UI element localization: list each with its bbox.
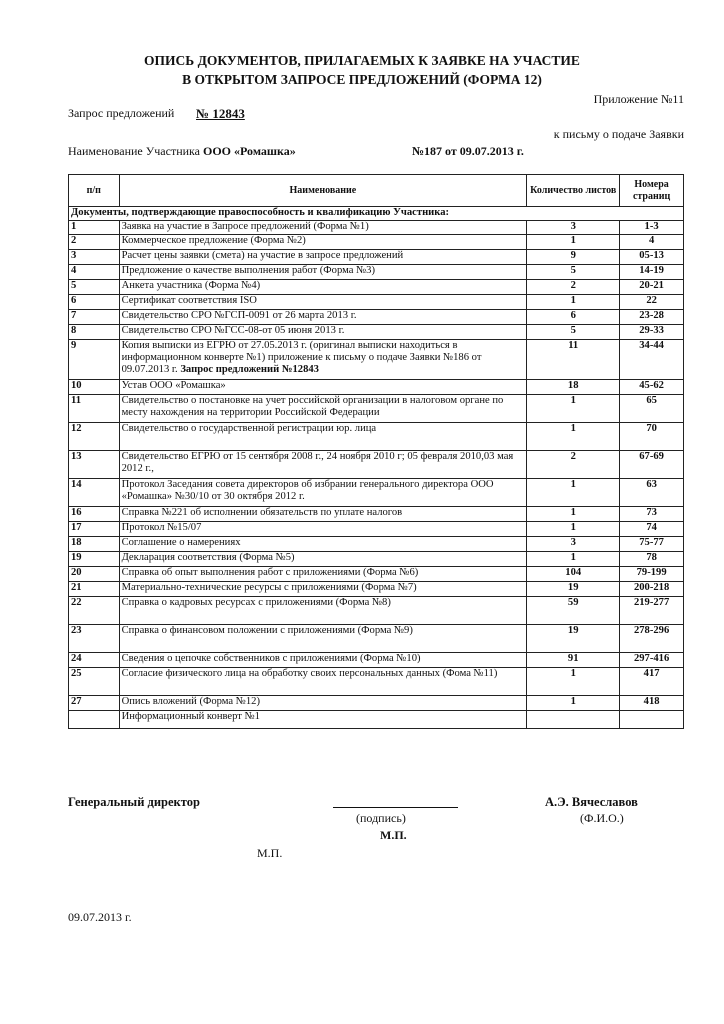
documents-table: [68, 174, 684, 729]
row-page-numbers: 219-277: [620, 597, 684, 625]
row-page-numbers: 200-218: [620, 582, 684, 597]
table-row: [69, 380, 684, 395]
row-sheet-count: 3: [527, 537, 620, 552]
row-page-numbers: 4: [620, 235, 684, 250]
row-document-name: [119, 280, 527, 295]
participant-label: Наименование Участника: [68, 144, 201, 158]
table-row: [69, 507, 684, 522]
row-document-name-text: Протокол №15/07: [121, 522, 202, 533]
row-document-name-text: Справка о финансовом положении с приложениями (Форма №9): [121, 625, 413, 636]
row-document-name-text: Материально-технические ресурсы с приложениями (Форма №7): [121, 582, 417, 593]
row-document-name-text: Сведения о цепочке собственников с приложениями (Форма №10): [121, 653, 421, 664]
row-sheet-count: 1: [527, 479, 620, 507]
row-page-numbers: 63: [620, 479, 684, 507]
row-document-name: [119, 325, 527, 340]
row-number: 17: [69, 522, 120, 537]
row-page-numbers: 1-3: [620, 221, 684, 235]
participant-line: [68, 144, 296, 159]
row-document-name: [119, 221, 527, 235]
row-page-numbers: 65: [620, 395, 684, 423]
column-header-pages: Номера страниц: [620, 175, 684, 207]
table-row: [69, 265, 684, 280]
row-document-name-text: Свидетельство СРО №ГСС-08-от 05 июня 2013 г.: [121, 325, 345, 336]
row-document-name-bold: Запрос предложений №12843: [177, 363, 319, 375]
row-number: 22: [69, 597, 120, 625]
row-document-name: [119, 479, 527, 507]
row-sheet-count: 9: [527, 250, 620, 265]
row-number: 10: [69, 380, 120, 395]
row-sheet-count: 1: [527, 522, 620, 537]
row-document-name-text: Свидетельство о государственной регистрации юр. лица: [121, 423, 377, 434]
document-title-line1: ОПИСЬ ДОКУМЕНТОВ, ПРИЛАГАЕМЫХ К ЗАЯВКЕ НА УЧАСТИЕ: [144, 53, 580, 68]
row-document-name: [119, 625, 527, 653]
row-sheet-count: 59: [527, 597, 620, 625]
stamp-place-2: М.П.: [257, 846, 283, 860]
stamp-place-1: М.П.: [380, 828, 407, 842]
row-document-name-text: Справка об опыт выполнения работ с приложениями (Форма №6): [121, 567, 419, 578]
row-page-numbers: 75-77: [620, 537, 684, 552]
row-document-name: [119, 567, 527, 582]
table-row: [69, 668, 684, 696]
row-document-name-text: Сертификат соответствия ISO: [121, 295, 257, 306]
row-document-name-text: Свидетельство ЕГРЮ от 15 сентября 2008 г., 24 ноября 2010 г; 05 февраля 2010,03 мая 2012 г.,: [121, 451, 514, 474]
table-row: [69, 340, 684, 380]
table-row: [69, 552, 684, 567]
table-row: [69, 479, 684, 507]
row-page-numbers: 20-21: [620, 280, 684, 295]
row-page-numbers: 29-33: [620, 325, 684, 340]
row-page-numbers: 45-62: [620, 380, 684, 395]
table-row: [69, 221, 684, 235]
signature-caption: (подпись): [356, 811, 406, 825]
signature-line: [333, 807, 458, 808]
row-page-numbers: 278-296: [620, 625, 684, 653]
row-page-numbers: 05-13: [620, 250, 684, 265]
row-document-name-text: Заявка на участие в Запросе предложений (Форма №1): [121, 221, 369, 232]
row-sheet-count: 11: [527, 340, 620, 380]
table-row: [69, 522, 684, 537]
row-document-name-text: Справка о кадровых ресурсах с приложениями (Форма №8): [121, 597, 391, 608]
table-row: [69, 597, 684, 625]
row-page-numbers: [620, 711, 684, 729]
table-row: [69, 451, 684, 479]
row-number: 1: [69, 221, 120, 235]
row-document-name: [119, 265, 527, 280]
row-document-name: [119, 310, 527, 325]
row-page-numbers: 297-416: [620, 653, 684, 668]
table-row: [69, 395, 684, 423]
row-number: 8: [69, 325, 120, 340]
row-document-name-text: Расчет цены заявки (смета) на участие в запросе предложений: [121, 250, 404, 261]
row-document-name: [119, 340, 527, 380]
row-sheet-count: 6: [527, 310, 620, 325]
row-sheet-count: 18: [527, 380, 620, 395]
row-document-name-text: Устав ООО «Ромашка»: [121, 380, 226, 391]
letter-reference: к письму о подаче Заявки: [553, 127, 684, 141]
row-sheet-count: 1: [527, 423, 620, 451]
row-document-name-text: Анкета участника (Форма №4): [121, 280, 261, 291]
row-number: 16: [69, 507, 120, 522]
row-document-name-text: Копия выписки из ЕГРЮ от 27.05.2013 г. (оригинал выписки находиться в информационном конверте №1) приложение к письму о подаче Заявки №186 от 09.07.2013 г.: [121, 340, 482, 375]
participant-name: ООО «Ромашка»: [203, 144, 296, 158]
table-row: [69, 295, 684, 310]
row-document-name: [119, 250, 527, 265]
row-sheet-count: 1: [527, 235, 620, 250]
row-document-name-text: Информационный конверт №1: [121, 711, 260, 722]
table-row: [69, 567, 684, 582]
row-document-name: [119, 653, 527, 668]
row-document-name: [119, 423, 527, 451]
row-document-name: [119, 522, 527, 537]
row-sheet-count: 3: [527, 221, 620, 235]
table-row: [69, 325, 684, 340]
fio-caption: (Ф.И.О.): [580, 811, 624, 825]
row-sheet-count: 1: [527, 552, 620, 567]
row-page-numbers: 78: [620, 552, 684, 567]
table-row: [69, 537, 684, 552]
table-row: [69, 235, 684, 250]
row-document-name-text: Соглашение о намерениях: [121, 537, 241, 548]
row-sheet-count: 1: [527, 295, 620, 310]
column-header-count: Количество листов: [527, 175, 620, 207]
row-document-name-text: Свидетельство СРО №ГСП-0091 от 26 марта 2013 г.: [121, 310, 357, 321]
signer-name: А.Э. Вячеславов: [545, 795, 638, 809]
row-sheet-count: [527, 711, 620, 729]
column-header-num: п/п: [69, 175, 120, 207]
row-number: 13: [69, 451, 120, 479]
row-number: 14: [69, 479, 120, 507]
row-number: 21: [69, 582, 120, 597]
row-document-name: [119, 395, 527, 423]
row-document-name: [119, 380, 527, 395]
table-row: [69, 625, 684, 653]
row-document-name: [119, 668, 527, 696]
row-number: [69, 711, 120, 729]
section-title: Документы, подтверждающие правоспособность и квалификацию Участника:: [69, 207, 684, 221]
request-label: Запрос предложений: [68, 106, 175, 120]
row-number: 4: [69, 265, 120, 280]
row-number: 23: [69, 625, 120, 653]
row-document-name: [119, 696, 527, 711]
row-sheet-count: 1: [527, 696, 620, 711]
row-sheet-count: 19: [527, 582, 620, 597]
row-number: 19: [69, 552, 120, 567]
request-number: № 12843: [196, 106, 245, 121]
row-number: 25: [69, 668, 120, 696]
table-row: [69, 582, 684, 597]
row-document-name: [119, 295, 527, 310]
row-document-name: [119, 597, 527, 625]
row-number: 7: [69, 310, 120, 325]
row-document-name: [119, 582, 527, 597]
row-number: 11: [69, 395, 120, 423]
row-document-name-text: Декларация соответствия (Форма №5): [121, 552, 295, 563]
row-page-numbers: 418: [620, 696, 684, 711]
table-row: [69, 250, 684, 265]
row-number: 9: [69, 340, 120, 380]
row-sheet-count: 2: [527, 451, 620, 479]
document-date: 09.07.2013 г.: [68, 910, 132, 924]
row-page-numbers: 74: [620, 522, 684, 537]
row-document-name-text: Протокол Заседания совета директоров об избрании генерального директора ООО «Ромашка» №30/10 от 30 октября 2012 г.: [121, 479, 494, 502]
row-number: 12: [69, 423, 120, 451]
annex-label: Приложение №11: [593, 92, 684, 106]
row-document-name: [119, 235, 527, 250]
row-page-numbers: 22: [620, 295, 684, 310]
row-number: 6: [69, 295, 120, 310]
row-page-numbers: 34-44: [620, 340, 684, 380]
row-sheet-count: 91: [527, 653, 620, 668]
table-row: [69, 310, 684, 325]
row-document-name-text: Согласие физического лица на обработку своих персональных данных (Фома №11): [121, 668, 498, 679]
row-number: 27: [69, 696, 120, 711]
row-document-name: [119, 552, 527, 567]
row-sheet-count: 5: [527, 265, 620, 280]
table-row: [69, 423, 684, 451]
row-sheet-count: 2: [527, 280, 620, 295]
row-document-name: [119, 507, 527, 522]
letter-number: №187 от 09.07.2013 г.: [412, 144, 524, 158]
signer-position: Генеральный директор: [68, 795, 200, 809]
row-sheet-count: 19: [527, 625, 620, 653]
row-document-name-text: Предложение о качестве выполнения работ (Форма №3): [121, 265, 376, 276]
row-document-name-text: Опись вложений (Форма №12): [121, 696, 260, 707]
row-document-name: [119, 537, 527, 552]
row-page-numbers: 417: [620, 668, 684, 696]
row-number: 3: [69, 250, 120, 265]
row-document-name: [119, 711, 527, 729]
table-row: [69, 280, 684, 295]
row-number: 5: [69, 280, 120, 295]
row-number: 24: [69, 653, 120, 668]
row-sheet-count: 1: [527, 395, 620, 423]
table-body: [69, 207, 684, 729]
table-row: [69, 696, 684, 711]
row-document-name-text: Справка №221 об исполнении обязательств по уплате налогов: [121, 507, 403, 518]
row-sheet-count: 1: [527, 507, 620, 522]
row-document-name-text: Свидетельство о постановке на учет российской организации в налоговом органе по месту нахождения на территории Российской Федерации: [121, 395, 504, 418]
row-page-numbers: 14-19: [620, 265, 684, 280]
row-number: 20: [69, 567, 120, 582]
table-row: [69, 653, 684, 668]
row-document-name: [119, 451, 527, 479]
document-title-line2: В ОТКРЫТОМ ЗАПРОСЕ ПРЕДЛОЖЕНИЙ (ФОРМА 12): [182, 72, 542, 87]
column-header-name: Наименование: [119, 175, 527, 207]
row-number: 18: [69, 537, 120, 552]
row-sheet-count: 5: [527, 325, 620, 340]
row-page-numbers: 70: [620, 423, 684, 451]
row-page-numbers: 67-69: [620, 451, 684, 479]
row-sheet-count: 1: [527, 668, 620, 696]
row-number: 2: [69, 235, 120, 250]
table-row: [69, 711, 684, 729]
row-page-numbers: 73: [620, 507, 684, 522]
row-document-name-text: Коммерческое предложение (Форма №2): [121, 235, 306, 246]
row-page-numbers: 79-199: [620, 567, 684, 582]
row-page-numbers: 23-28: [620, 310, 684, 325]
row-sheet-count: 104: [527, 567, 620, 582]
